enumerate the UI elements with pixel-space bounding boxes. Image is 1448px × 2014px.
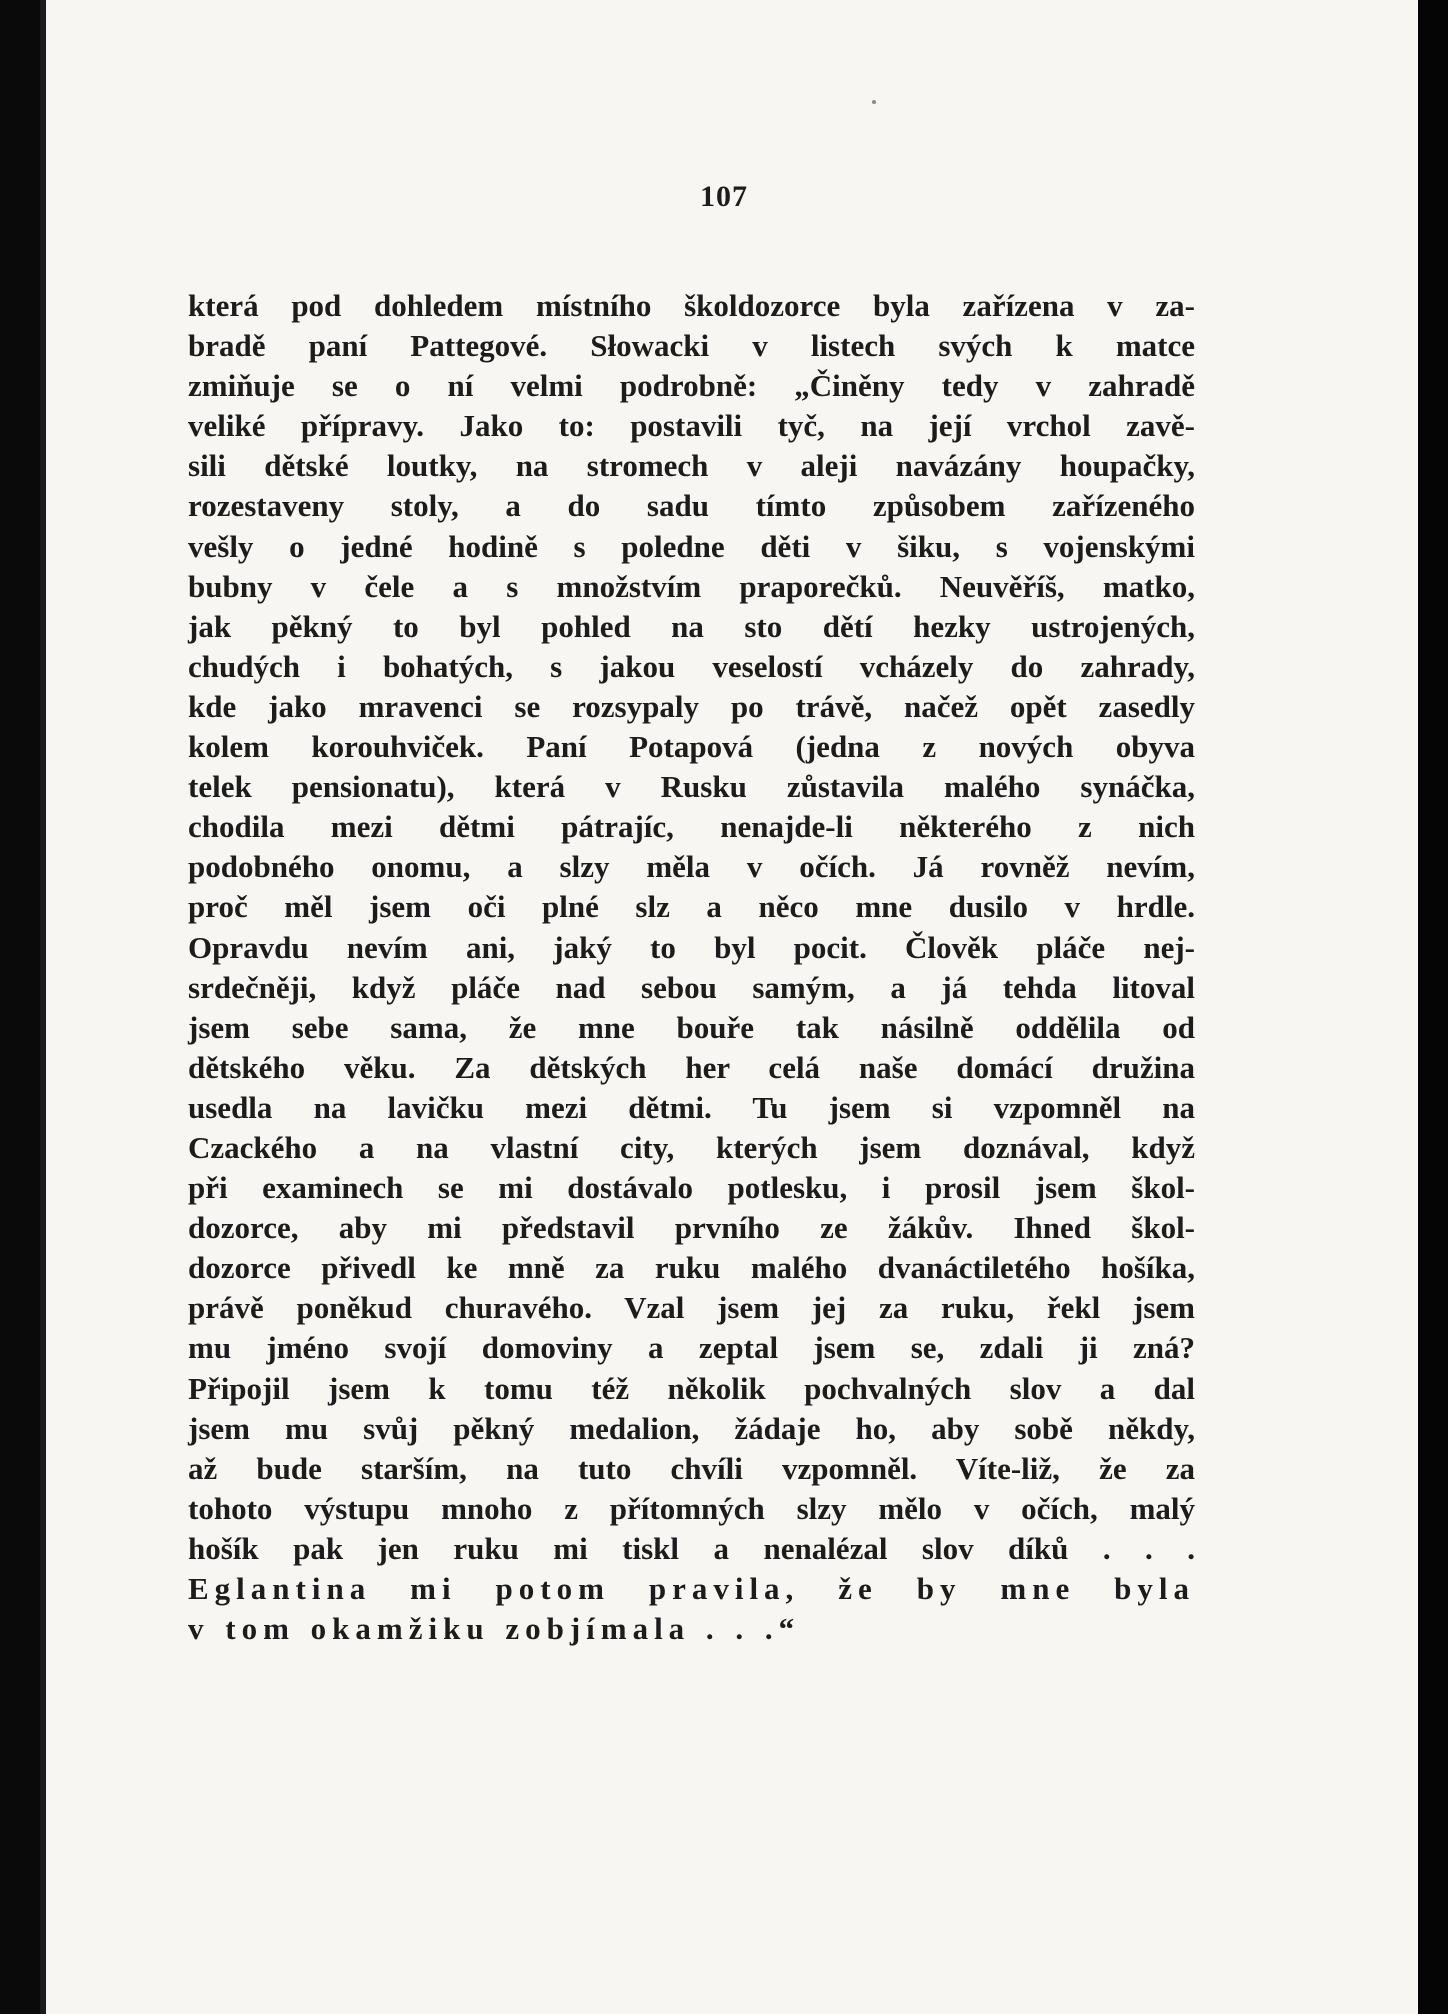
text-line: kolem korouhviček. Paní Potapová (jedna z nových obyva: [188, 729, 1195, 765]
scan-speck: [872, 100, 876, 104]
text-line: kde jako mravenci se rozsypaly po trávě, načež opět zasedly: [188, 688, 1195, 724]
text-line: rozestaveny stoly, a do sadu tímto způsobem zařízeného: [188, 488, 1195, 524]
text-line: při examinech se mi dostávalo potlesku, i prosil jsem škol-: [188, 1170, 1195, 1206]
text-line: Opravdu nevím ani, jaký to byl pocit. Člověk pláče nej-: [188, 929, 1195, 965]
text-line: jsem sebe sama, že mne bouře tak násilně oddělila od: [188, 1009, 1195, 1045]
body-text: [188, 286, 1195, 1649]
page-left-border: [40, 0, 46, 2014]
text-line: Czackého a na vlastní city, kterých jsem doznával, když: [188, 1129, 1195, 1165]
text-line: chodila mezi dětmi pátrajíc, nenajde-li některého z nich: [188, 809, 1195, 845]
page-right-edge: [1418, 0, 1448, 2014]
text-line: dozorce přivedl ke mně za ruku malého dvanáctiletého hošíka,: [188, 1250, 1195, 1286]
text-line: hošík pak jen ruku mi tiskl a nenalézal slov díků . . .: [188, 1530, 1195, 1566]
text-line: dětského věku. Za dětských her celá naše domácí družina: [188, 1049, 1195, 1085]
text-line: jsem mu svůj pěkný medalion, žádaje ho, aby sobě někdy,: [188, 1410, 1195, 1446]
text-line: proč měl jsem oči plné slz a něco mne dusilo v hrdle.: [188, 889, 1195, 925]
text-line: bradě paní Pattegové. Słowacki v listech svých k matce: [188, 328, 1195, 364]
text-line: bubny v čele a s množstvím praporečků. Neuvěříš, matko,: [188, 568, 1195, 604]
text-line: vešly o jedné hodině s poledne děti v šiku, s vojenskými: [188, 528, 1195, 564]
page-number: 107: [700, 180, 748, 213]
text-line: usedla na lavičku mezi dětmi. Tu jsem si vzpomněl na: [188, 1089, 1195, 1125]
text-line: tohoto výstupu mnoho z přítomných slzy mělo v očích, malý: [188, 1490, 1195, 1526]
text-line: chudých i bohatých, s jakou veselostí vcházely do zahrady,: [188, 648, 1195, 684]
text-line: podobného onomu, a slzy měla v očích. Já rovněž nevím,: [188, 849, 1195, 885]
text-line: telek pensionatu), která v Rusku zůstavila malého synáčka,: [188, 769, 1195, 805]
text-line: právě poněkud churavého. Vzal jsem jej za ruku, řekl jsem: [188, 1290, 1195, 1326]
text-line: sili dětské loutky, na stromech v aleji navázány houpačky,: [188, 448, 1195, 484]
text-line: mu jméno svojí domoviny a zeptal jsem se, zdali ji zná?: [188, 1330, 1195, 1366]
text-line: zmiňuje se o ní velmi podrobně: „Činěny tedy v zahradě: [188, 368, 1195, 404]
text-line: srdečněji, když pláče nad sebou samým, a já tehda litoval: [188, 969, 1195, 1005]
text-line: dozorce, aby mi představil prvního ze žákův. Ihned škol-: [188, 1210, 1195, 1246]
text-line: až bude starším, na tuto chvíli vzpomněl. Víte-liž, že za: [188, 1450, 1195, 1486]
text-line: v tom okamžiku zobjímala . . .“: [188, 1611, 801, 1647]
text-line: jak pěkný to byl pohled na sto dětí hezky ustrojených,: [188, 608, 1195, 644]
text-line: která pod dohledem místního školdozorce byla zařízena v za-: [188, 288, 1195, 323]
text-line: veliké přípravy. Jako to: postavili tyč, na její vrchol zavě-: [188, 408, 1195, 444]
text-line: Eglantina mi potom pravila, že by mne byla: [188, 1571, 1195, 1606]
text-line: Připojil jsem k tomu též několik pochvalných slov a dal: [188, 1370, 1195, 1406]
